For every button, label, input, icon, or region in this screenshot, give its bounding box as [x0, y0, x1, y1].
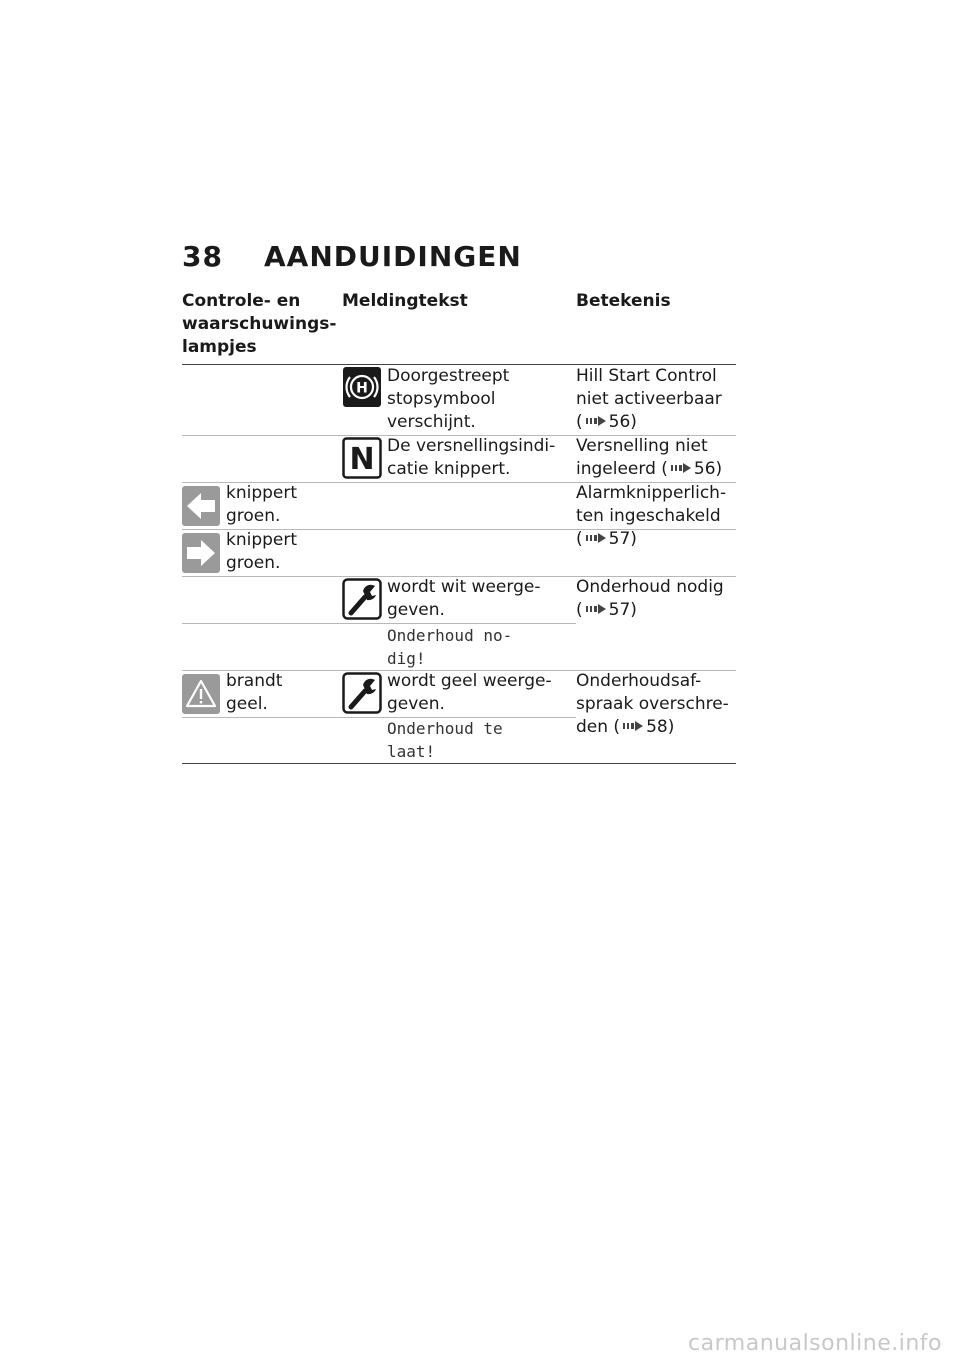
- message-text: De versnellingsindi- catie knippert.: [387, 436, 556, 479]
- watermark: carmanualsonline.info: [688, 1331, 942, 1356]
- neutral-gear-icon: [342, 437, 382, 479]
- message-text: wordt wit weerge- geven.: [387, 577, 541, 620]
- column-header-message: Meldingtekst: [342, 291, 468, 311]
- lamp-text: knippert groen.: [226, 483, 298, 526]
- table-bottom-rule: [182, 763, 736, 764]
- page-reference-link[interactable]: 57): [608, 600, 637, 620]
- message-text: Doorgestreept stopsymbool verschijnt.: [387, 366, 510, 432]
- page-reference-arrow-icon: [585, 532, 607, 544]
- column-header-meaning: Betekenis: [576, 291, 671, 311]
- row-divider: [182, 623, 576, 624]
- meaning-text: Onderhoudsaf- spraak overschre- den ( 58): [576, 671, 729, 737]
- svg-text:N: N: [349, 442, 375, 477]
- message-text: wordt geel weerge- geven.: [387, 671, 552, 714]
- svg-text:H: H: [356, 380, 368, 397]
- meaning-text: Versnelling niet ingeleerd ( 56): [576, 436, 723, 479]
- column-header-lamps: Controle- en waarschuwings- lampjes: [182, 291, 337, 357]
- row-divider: [182, 717, 576, 718]
- page-reference-arrow-icon: [585, 603, 607, 615]
- turn-left-indicator-icon: [182, 486, 220, 526]
- hill-start-control-icon: [342, 366, 382, 408]
- page-reference-link[interactable]: 56): [693, 459, 723, 479]
- section-title: AANDUIDINGEN: [264, 240, 522, 273]
- page-reference-arrow-icon: [670, 462, 692, 474]
- lamp-text: brandt geel.: [226, 671, 283, 714]
- meaning-text: Hill Start Control niet activeerbaar ( 56): [576, 366, 722, 432]
- warning-triangle-icon: [182, 674, 220, 714]
- page-number: 38: [182, 240, 223, 273]
- page-reference-link[interactable]: 58): [646, 717, 675, 737]
- page-title: [182, 240, 522, 273]
- page-reference-link[interactable]: 56): [608, 412, 637, 432]
- display-text: Onderhoud te laat!: [387, 719, 503, 761]
- meaning-text: Alarmknipperlich- ten ingeschakeld ( 57): [576, 483, 727, 549]
- lamp-text: knippert groen.: [226, 530, 298, 573]
- wrench-service-icon: [342, 578, 382, 620]
- page-reference-link[interactable]: 57): [608, 529, 637, 549]
- turn-right-indicator-icon: [182, 533, 220, 573]
- page-reference-arrow-icon: [622, 720, 644, 732]
- wrench-service-icon: [342, 672, 382, 714]
- display-text: Onderhoud no- dig!: [387, 626, 513, 668]
- page-reference-arrow-icon: [585, 415, 607, 427]
- meaning-text: Onderhoud nodig ( 57): [576, 577, 724, 620]
